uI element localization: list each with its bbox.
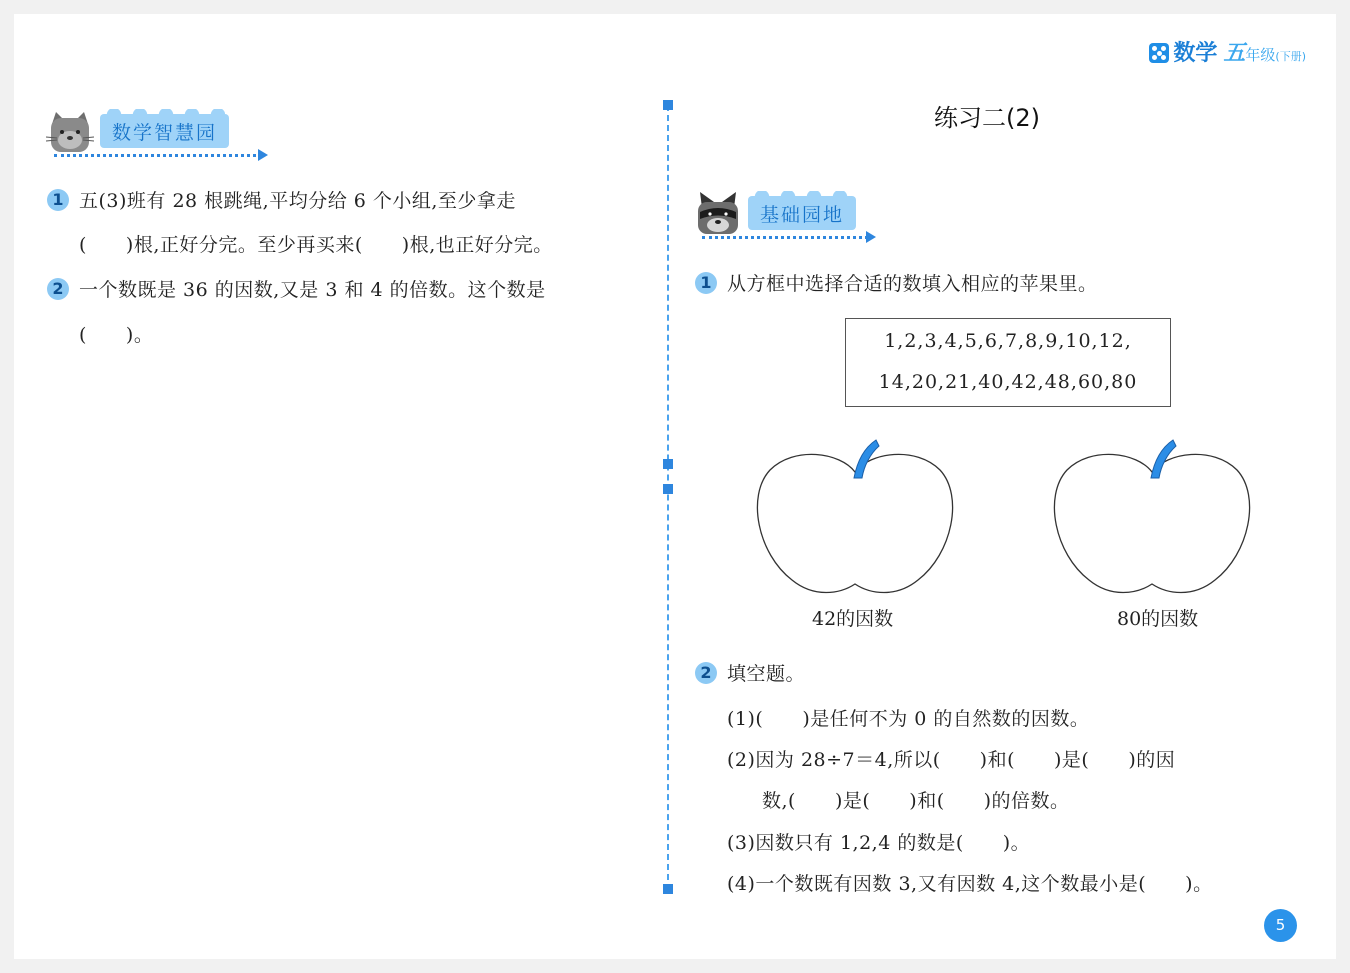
fill-blank-item: (3)因数只有 1,2,4 的数是( )。 [727, 832, 1031, 854]
dotted-arrow [54, 154, 256, 157]
brand-grade-number: 五 [1223, 41, 1246, 66]
section-banner-left [46, 108, 276, 164]
page-divider [667, 105, 669, 890]
question-text: ( )。 [79, 324, 154, 346]
number-box [845, 318, 1171, 407]
section-title-right: 基础园地 [748, 196, 856, 230]
cat-icon [46, 110, 94, 154]
apple-answer-area[interactable] [752, 434, 962, 600]
arrow-icon [258, 149, 268, 161]
section-banner-right [694, 190, 884, 246]
fill-blank-item: (4)一个数既有因数 3,又有因数 4,这个数最小是( )。 [727, 873, 1213, 895]
dotted-arrow [702, 236, 868, 239]
number-box-line: 14,20,21,40,42,48,60,80 [878, 371, 1138, 393]
divider-marker [663, 884, 673, 894]
fill-blank-item: 数,( )是( )和( )的倍数。 [762, 790, 1070, 812]
apple-label: 80的因数 [1117, 608, 1199, 630]
apple-answer-area[interactable] [1049, 434, 1259, 600]
number-box-line: 1,2,3,4,5,6,7,8,9,10,12, [884, 330, 1132, 352]
question-text: 填空题。 [727, 663, 806, 685]
dice-icon [1149, 43, 1169, 63]
question-text: ( )根,正好分完。至少再买来( )根,也正好分完。 [79, 234, 553, 256]
fill-blank-item: (1)( )是任何不为 0 的自然数的因数。 [727, 708, 1090, 730]
brand-header [1149, 36, 1306, 67]
section-title-left: 数学智慧园 [100, 114, 229, 148]
fill-blank-item: (2)因为 28÷7＝4,所以( )和( )是( )的因 [727, 749, 1176, 771]
question-number-badge: 2 [695, 662, 717, 684]
apple-label: 42的因数 [812, 608, 894, 630]
brand-volume: (下册) [1275, 50, 1306, 63]
brand-title: 数学 [1173, 41, 1218, 66]
divider-marker [663, 459, 673, 469]
arrow-icon [866, 231, 876, 243]
divider-marker [663, 484, 673, 494]
exercise-title: 练习二(2) [934, 104, 1040, 132]
brand-grade-suffix: 年级 [1245, 46, 1276, 64]
question-number-badge: 1 [695, 272, 717, 294]
question-number-badge: 1 [47, 189, 69, 211]
raccoon-icon [694, 192, 742, 236]
divider-marker [663, 100, 673, 110]
question-text: 从方框中选择合适的数填入相应的苹果里。 [727, 273, 1098, 295]
question-text: 一个数既是 36 的因数,又是 3 和 4 的倍数。这个数是 [79, 279, 546, 301]
question-text: 五(3)班有 28 根跳绳,平均分给 6 个小组,至少拿走 [79, 190, 516, 212]
question-number-badge: 2 [47, 278, 69, 300]
page-number: 5 [1264, 909, 1297, 942]
